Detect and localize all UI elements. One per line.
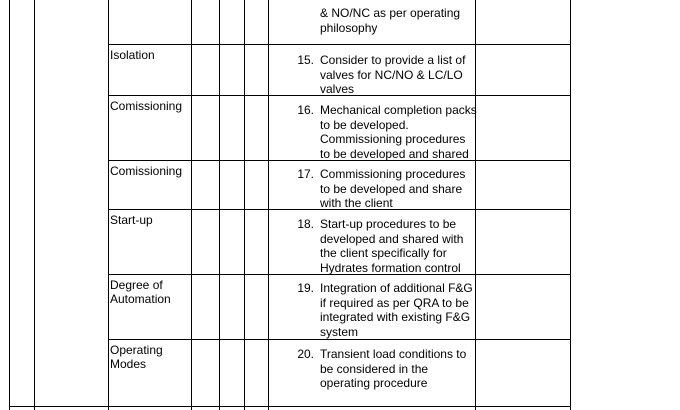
item-number: 18.	[297, 217, 314, 231]
recommendation-text: Mechanical completion packs to be developed. Commissioning procedures to be developed and shared	[320, 103, 477, 161]
item-number: 15.	[297, 53, 314, 67]
category-cell: Degree of Automation	[110, 278, 171, 306]
item-number: 17.	[297, 167, 314, 181]
column-divider	[191, 0, 192, 410]
category-cell: Comissioning	[110, 164, 183, 178]
continued-cell-text: & NO/NC as per operating philosophy	[320, 6, 461, 35]
category-cell: Isolation	[110, 48, 155, 62]
item-number: 20.	[297, 347, 314, 361]
category-cell: Start-up	[110, 213, 153, 227]
table-border-right	[570, 0, 571, 410]
recommendation-text: Start-up procedures to be developed and shared with the client specifically for Hydrates formation control	[320, 217, 464, 275]
column-divider	[34, 0, 35, 410]
recommendation-text: Commissioning procedures to be developed and share with the client	[320, 167, 466, 210]
recommendation-text: Transient load conditions to be considered in the operating procedure	[320, 347, 467, 390]
row-divider	[108, 44, 571, 45]
category-cell: Comissioning	[110, 99, 183, 113]
item-number: 16.	[297, 103, 314, 117]
row-divider	[108, 339, 571, 340]
column-divider	[268, 0, 269, 410]
recommendation-text: Consider to provide a list of valves for NC/NO & LC/LO valves	[320, 53, 466, 96]
table-border-left	[9, 0, 10, 410]
category-cell: Operating Modes	[110, 343, 163, 371]
table-border-bottom	[9, 406, 571, 407]
recommendation-text: Integration of additional F&G if required as per QRA to be integrated with existing F&G system	[320, 281, 473, 339]
column-divider	[219, 0, 220, 410]
column-divider	[108, 0, 109, 410]
column-divider	[244, 0, 245, 410]
item-number: 19.	[297, 281, 314, 295]
